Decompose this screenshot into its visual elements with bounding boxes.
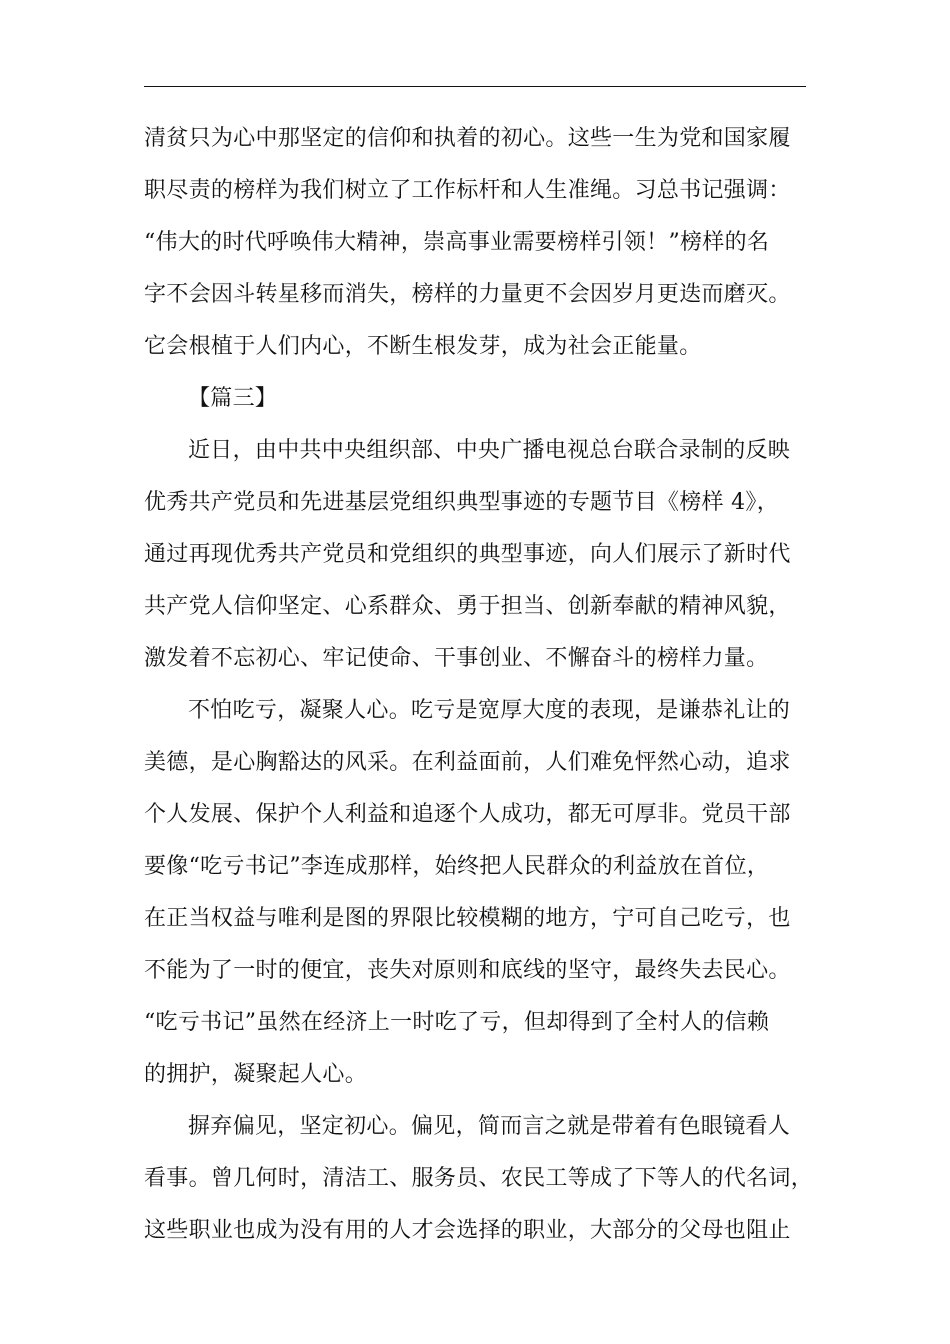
text-line: 看事。曾几何时，清洁工、服务员、农民工等成了下等人的代名词， — [144, 1166, 814, 1191]
text-line: 职尽责的榜样为我们树立了工作标杆和人生准绳。习总书记强调： — [144, 178, 791, 203]
text-line: 优秀共产党员和先进基层党组织典型事迹的专题节目《榜样 4》， — [144, 490, 779, 515]
text-line: 通过再现优秀共产党员和党组织的典型事迹，向人们展示了新时代 — [144, 542, 791, 567]
section-heading: 【篇三】 — [188, 386, 278, 411]
document-body — [144, 113, 814, 1257]
text-line: 美德，是心胸豁达的风采。在利益面前，人们难免怦然心动，追求 — [144, 750, 791, 775]
paragraph-first-line: 摒弃偏见，坚定初心。偏见，简而言之就是带着有色眼镜看人 — [188, 1114, 791, 1139]
header-divider — [144, 86, 806, 87]
text-line: “伟大的时代呼唤伟大精神，崇高事业需要榜样引领！”榜样的名 — [144, 230, 770, 255]
text-line: 字不会因斗转星移而消失，榜样的力量更不会因岁月更迭而磨灭。 — [144, 282, 791, 307]
text-line: 个人发展、保护个人利益和追逐个人成功，都无可厚非。党员干部 — [144, 802, 791, 827]
text-line: 共产党人信仰坚定、心系群众、勇于担当、创新奉献的精神风貌， — [144, 594, 791, 619]
paragraph-first-line: 近日，由中共中央组织部、中央广播电视总台联合录制的反映 — [188, 438, 791, 463]
text-line: 不能为了一时的便宜，丧失对原则和底线的坚守，最终失去民心。 — [144, 958, 791, 983]
paragraph-first-line: 不怕吃亏，凝聚人心。吃亏是宽厚大度的表现，是谦恭礼让的 — [188, 698, 791, 723]
text-line: 的拥护，凝聚起人心。 — [144, 1062, 368, 1087]
text-line: “吃亏书记”虽然在经济上一时吃了亏，但却得到了全村人的信赖 — [144, 1010, 770, 1035]
text-line: 要像“吃亏书记”李连成那样，始终把人民群众的利益放在首位， — [144, 854, 770, 879]
text-line: 它会根植于人们内心，不断生根发芽，成为社会正能量。 — [144, 334, 702, 359]
text-line: 在正当权益与唯利是图的界限比较模糊的地方，宁可自己吃亏，也 — [144, 906, 791, 931]
text-line: 清贫只为心中那坚定的信仰和执着的初心。这些一生为党和国家履 — [144, 126, 791, 151]
text-line: 激发着不忘初心、牢记使命、干事创业、不懈奋斗的榜样力量。 — [144, 646, 769, 671]
text-line: 这些职业也成为没有用的人才会选择的职业，大部分的父母也阻止 — [144, 1218, 791, 1243]
